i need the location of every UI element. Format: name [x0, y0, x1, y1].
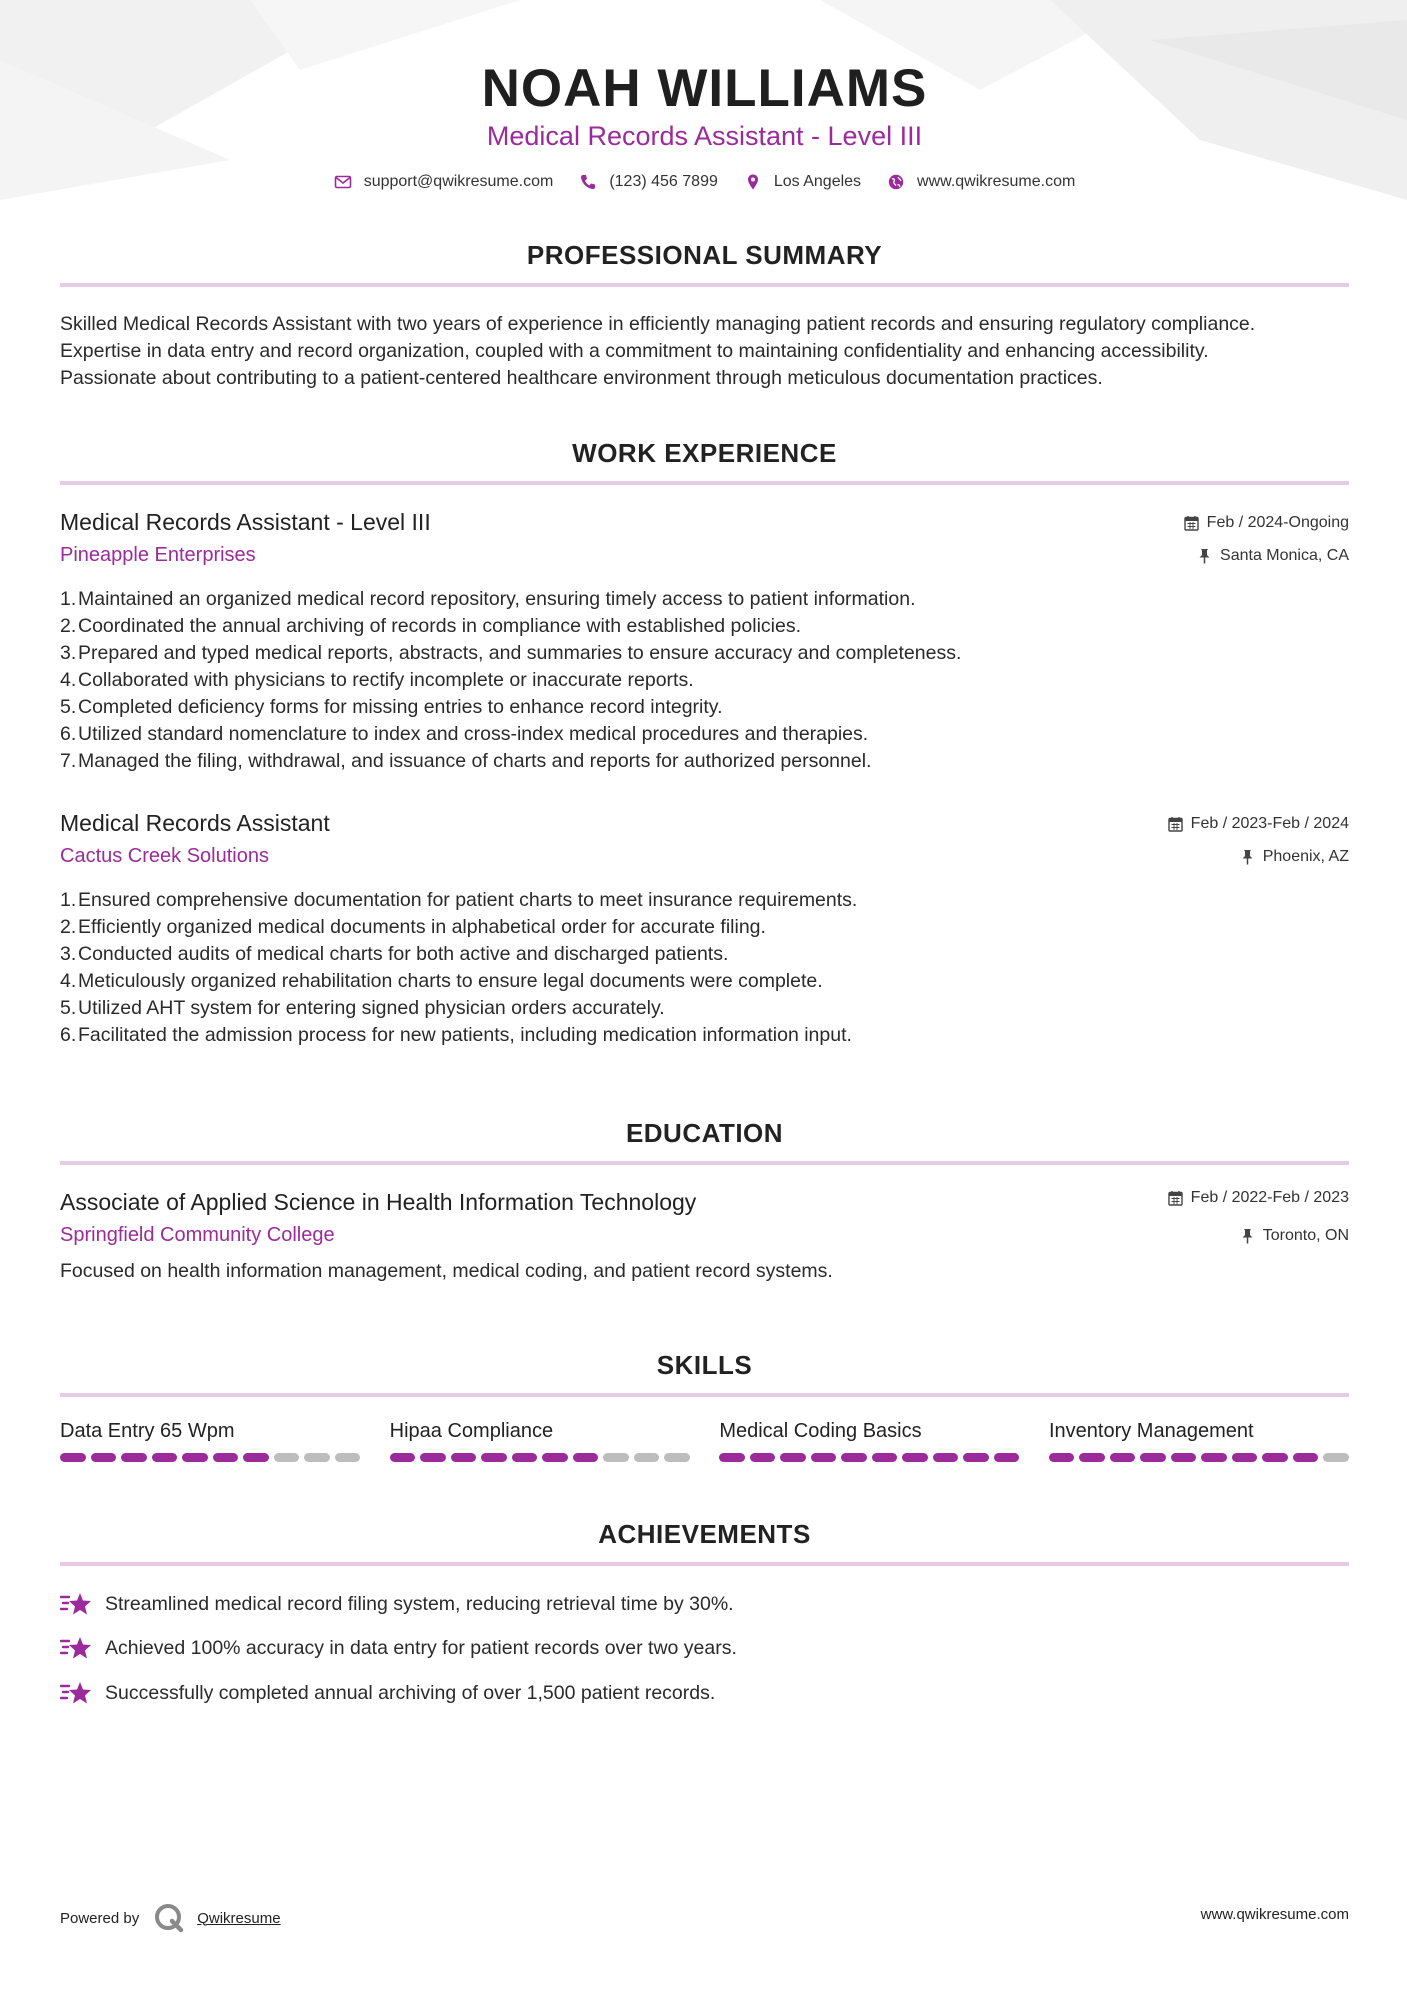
- skill-level-segment: [451, 1453, 477, 1462]
- skill-level-segment: [902, 1453, 928, 1462]
- job-entry: [60, 810, 1349, 1060]
- skill-level-bar: [719, 1453, 1019, 1462]
- skill-level-bar: [1049, 1453, 1349, 1462]
- degree-title: Associate of Applied Science in Health Information Technology: [60, 1189, 697, 1215]
- achievement-text: Streamlined medical record filing system, reducing retrieval time by 30%.: [105, 1592, 734, 1615]
- contact-email-text: support@qwikresume.com: [363, 173, 554, 190]
- skill-level-bar: [60, 1453, 360, 1462]
- candidate-title: Medical Records Assistant - Level III: [486, 121, 923, 151]
- job-location: [1240, 848, 1349, 866]
- skill-level-segment: [243, 1453, 269, 1462]
- contact-location: [744, 173, 861, 191]
- education-description: Focused on health information management, medical coding, and patient record systems.: [60, 1260, 833, 1282]
- summary-line: Expertise in data entry and record organization, coupled with a commitment to maintaining confidentiality and enhancing accessibility.: [60, 340, 1209, 362]
- skill-level-segment: [963, 1453, 989, 1462]
- skill-level-segment: [634, 1453, 660, 1462]
- job-location-text: Phoenix, AZ: [1262, 848, 1349, 865]
- contact-phone-text: (123) 456 7899: [609, 173, 718, 190]
- footer-website-link[interactable]: www.qwikresume.com: [1200, 1906, 1349, 1923]
- list-item: 5. Utilized AHT system for entering signed physician orders accurately.: [60, 997, 665, 1019]
- skill-level-segment: [750, 1453, 776, 1462]
- skill-level-segment: [603, 1453, 629, 1462]
- job-date: [1168, 815, 1349, 833]
- skill-name: Hipaa Compliance: [389, 1420, 554, 1442]
- list-item: 1. Ensured comprehensive documentation for patient charts to meet insurance requirements.: [60, 889, 858, 911]
- phone-icon: [579, 173, 597, 191]
- skill-item: [1049, 1420, 1349, 1462]
- job-date-text: Feb / 2023-Feb / 2024: [1190, 815, 1349, 832]
- section-divider: [60, 1161, 1349, 1165]
- education-location-text: Toronto, ON: [1262, 1227, 1349, 1244]
- skill-level-bar: [390, 1453, 690, 1462]
- skill-item: [60, 1420, 360, 1462]
- skill-level-segment: [213, 1453, 239, 1462]
- skill-level-segment: [719, 1453, 745, 1462]
- powered-by-label: Powered by: [60, 1909, 140, 1927]
- achievement-text: Achieved 100% accuracy in data entry for patient records over two years.: [105, 1636, 737, 1659]
- achievement-item: [60, 1590, 1349, 1618]
- achievement-text: Successfully completed annual archiving of over 1,500 patient records.: [105, 1681, 716, 1704]
- skill-level-segment: [390, 1453, 416, 1462]
- skill-level-segment: [872, 1453, 898, 1462]
- skill-level-segment: [780, 1453, 806, 1462]
- skill-level-segment: [1201, 1453, 1227, 1462]
- list-item: 4. Collaborated with physicians to rectify incomplete or inaccurate reports.: [60, 669, 694, 691]
- skill-level-segment: [91, 1453, 117, 1462]
- qwikresume-logo-icon: [153, 1902, 185, 1934]
- achievement-item: [60, 1634, 1349, 1662]
- list-item: 2. Efficiently organized medical documents in alphabetical order for accurate filing.: [60, 916, 766, 938]
- contact-location-text: Los Angeles: [773, 173, 862, 190]
- skill-level-segment: [481, 1453, 507, 1462]
- job-location: [1197, 547, 1349, 565]
- shooting-star-icon: [60, 1679, 94, 1707]
- skill-level-segment: [1079, 1453, 1105, 1462]
- skill-item: [719, 1420, 1019, 1462]
- skill-level-segment: [1293, 1453, 1319, 1462]
- list-item: 1. Maintained an organized medical record repository, ensuring timely access to patient information.: [60, 588, 916, 610]
- map-pin-icon: [744, 173, 762, 191]
- globe-icon: [887, 173, 905, 191]
- skill-level-segment: [152, 1453, 178, 1462]
- skill-name: Inventory Management: [1048, 1420, 1254, 1442]
- section-divider: [60, 1393, 1349, 1397]
- list-item: 2. Coordinated the annual archiving of records in compliance with established policies.: [60, 615, 801, 637]
- education-date: [1168, 1189, 1349, 1207]
- list-item: 3. Prepared and typed medical reports, abstracts, and summaries to ensure accuracy and completeness.: [60, 642, 962, 664]
- skill-level-segment: [1323, 1453, 1349, 1462]
- skill-level-segment: [60, 1453, 86, 1462]
- list-item: 5. Completed deficiency forms for missing entries to enhance record integrity.: [60, 696, 723, 718]
- skill-level-segment: [304, 1453, 330, 1462]
- job-company: Cactus Creek Solutions: [60, 845, 269, 867]
- pushpin-icon: [1240, 849, 1255, 865]
- education-entry: [60, 1189, 1349, 1299]
- section-title-achievements: ACHIEVEMENTS: [598, 1519, 811, 1549]
- section-title-experience: WORK EXPERIENCE: [572, 438, 837, 468]
- footer-powered-by: [60, 1902, 281, 1934]
- job-date-text: Feb / 2024-Ongoing: [1206, 514, 1349, 531]
- education-date-text: Feb / 2022-Feb / 2023: [1190, 1189, 1349, 1206]
- list-item: 6. Utilized standard nomenclature to index and cross-index medical procedures and therapies.: [60, 723, 869, 745]
- skill-level-segment: [811, 1453, 837, 1462]
- section-divider: [60, 283, 1349, 287]
- calendar-icon: [1168, 816, 1183, 832]
- skill-level-segment: [1262, 1453, 1288, 1462]
- skill-level-segment: [182, 1453, 208, 1462]
- job-entry: [60, 509, 1349, 779]
- list-item: 6. Facilitated the admission process for new patients, including medication information input.: [60, 1024, 852, 1046]
- skills-list: [60, 1420, 1349, 1462]
- job-company: Pineapple Enterprises: [60, 544, 256, 566]
- skill-level-segment: [420, 1453, 446, 1462]
- section-divider: [60, 481, 1349, 485]
- skill-level-segment: [1049, 1453, 1075, 1462]
- contact-website-text: www.qwikresume.com: [917, 173, 1076, 190]
- shooting-star-icon: [60, 1590, 94, 1618]
- qwikresume-link[interactable]: Qwikresume: [197, 1909, 281, 1927]
- skill-level-segment: [841, 1453, 867, 1462]
- contact-website[interactable]: [887, 173, 1075, 191]
- summary-line: Passionate about contributing to a patient-centered healthcare environment through meticulous documentation practices.: [60, 367, 1103, 389]
- skill-level-segment: [542, 1453, 568, 1462]
- skill-level-segment: [933, 1453, 959, 1462]
- skill-level-segment: [121, 1453, 147, 1462]
- skill-level-segment: [994, 1453, 1020, 1462]
- contact-email[interactable]: [334, 173, 554, 191]
- job-title: Medical Records Assistant - Level III: [60, 509, 431, 535]
- school-name: Springfield Community College: [60, 1224, 335, 1246]
- skill-level-segment: [664, 1453, 690, 1462]
- skill-name: Data Entry 65 Wpm: [60, 1420, 235, 1442]
- skill-name: Medical Coding Basics: [719, 1420, 922, 1442]
- job-date: [1184, 514, 1349, 532]
- skill-level-segment: [1110, 1453, 1136, 1462]
- skill-level-segment: [1140, 1453, 1166, 1462]
- contact-phone[interactable]: [579, 173, 718, 191]
- candidate-name: NOAH WILLIAMS: [481, 59, 928, 118]
- list-item: 4. Meticulously organized rehabilitation charts to ensure legal documents were complete.: [60, 970, 823, 992]
- section-divider: [60, 1562, 1349, 1566]
- section-title-summary: PROFESSIONAL SUMMARY: [526, 240, 883, 270]
- contact-bar: [60, 173, 1349, 191]
- pushpin-icon: [1197, 548, 1212, 564]
- list-item: 7. Managed the filing, withdrawal, and issuance of charts and reports for authorized personnel.: [60, 750, 872, 772]
- skill-level-segment: [274, 1453, 300, 1462]
- pushpin-icon: [1240, 1228, 1255, 1244]
- skill-level-segment: [1232, 1453, 1258, 1462]
- skill-level-segment: [512, 1453, 538, 1462]
- job-title: Medical Records Assistant: [60, 810, 330, 836]
- job-location-text: Santa Monica, CA: [1220, 547, 1349, 564]
- shooting-star-icon: [60, 1634, 94, 1662]
- job-bullets: [60, 586, 961, 775]
- education-location: [1240, 1227, 1349, 1245]
- skill-level-segment: [1171, 1453, 1197, 1462]
- skill-item: [390, 1420, 690, 1462]
- job-bullets: [60, 887, 857, 1049]
- list-item: 3. Conducted audits of medical charts for both active and discharged patients.: [60, 943, 729, 965]
- calendar-icon: [1184, 515, 1199, 531]
- achievement-item: [60, 1679, 1349, 1707]
- section-title-education: EDUCATION: [625, 1118, 784, 1148]
- skill-level-segment: [335, 1453, 361, 1462]
- envelope-icon: [334, 173, 352, 191]
- section-title-skills: SKILLS: [656, 1350, 753, 1380]
- skill-level-segment: [573, 1453, 599, 1462]
- summary-line: Skilled Medical Records Assistant with two years of experience in efficiently managing patient records and ensuring regulatory compliance.: [60, 313, 1256, 335]
- summary-text: [60, 311, 1349, 392]
- calendar-icon: [1168, 1190, 1183, 1206]
